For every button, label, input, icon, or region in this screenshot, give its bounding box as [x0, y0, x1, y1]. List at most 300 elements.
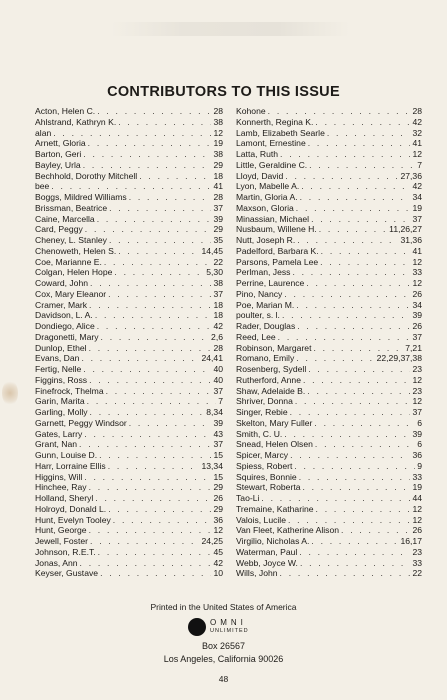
contributor-entry — [35, 568, 223, 579]
contributor-page: 19 — [412, 202, 422, 213]
contributor-page: 7 — [417, 159, 422, 170]
dot-leader — [83, 149, 211, 160]
contributor-entry — [35, 439, 223, 450]
contributor-name: Keyser, Gustave — [35, 568, 99, 579]
dot-leader — [309, 160, 415, 171]
contributor-name: Perlman, Jess — [236, 267, 291, 278]
contributor-entry — [35, 246, 223, 257]
contributor-entry — [236, 332, 422, 343]
contributor-page: 7 — [218, 396, 223, 407]
contributor-entry — [35, 203, 223, 214]
dot-leader — [297, 321, 410, 332]
dot-leader — [89, 300, 211, 311]
contributor-name: Figgins, Ross — [35, 374, 88, 385]
contributor-name: Squires, Bonnie — [236, 471, 297, 482]
dot-leader — [296, 203, 411, 214]
contributor-entry — [35, 128, 223, 139]
contributor-name: Davidson, L. A. — [35, 310, 93, 321]
paper-stain — [2, 380, 18, 406]
contributor-entry — [236, 257, 422, 268]
dot-leader — [129, 418, 212, 429]
contributor-name: Shriver, Donna — [236, 396, 293, 407]
dot-leader — [84, 472, 211, 483]
contributor-page: 12 — [412, 256, 422, 267]
contributor-page: 37 — [213, 288, 223, 299]
dot-leader — [261, 493, 410, 504]
dot-leader — [84, 429, 211, 440]
contributor-name: Little, Geraldine C. — [236, 159, 308, 170]
dot-leader — [87, 396, 217, 407]
contributor-name: Hinchee, Ray — [35, 482, 87, 493]
contributor-entry — [236, 214, 422, 225]
contributor-page: 42 — [213, 557, 223, 568]
contributor-name: Waterman, Paul — [236, 546, 298, 557]
contributor-entry — [236, 375, 422, 386]
contributor-entry — [35, 375, 223, 386]
contributor-page: 44 — [412, 493, 422, 503]
contributor-name: Parsons, Pamela Lee — [236, 256, 319, 267]
dot-leader — [118, 117, 211, 128]
dot-leader — [311, 214, 410, 225]
contributor-page: 18 — [213, 310, 223, 321]
contributor-page: 42 — [213, 321, 223, 331]
logo-dot-icon — [188, 618, 206, 636]
bleed-through-text — [110, 22, 350, 36]
contributor-entry — [35, 171, 223, 182]
contributor-page: 45 — [213, 546, 223, 557]
contributor-name: Bechhold, Dorothy Mitchell — [35, 170, 138, 181]
contributor-entry — [35, 515, 223, 526]
dot-leader — [308, 138, 411, 149]
contributor-page: 23 — [412, 385, 422, 396]
contributor-entry — [236, 386, 422, 397]
contributor-name: Snead, Helen Olsen — [236, 439, 313, 450]
dot-leader — [97, 321, 212, 332]
contributor-page: 5,30 — [206, 267, 223, 278]
dot-leader — [327, 128, 411, 139]
contributor-name: alan — [35, 127, 52, 138]
contributor-page: 14,45 — [201, 245, 223, 256]
dot-leader — [315, 439, 415, 450]
contributor-name: Minassian, Michael — [236, 213, 310, 224]
contributor-name: Garnett, Peggy Windsor — [35, 417, 127, 428]
contributor-name: Dondiego, Alice — [35, 321, 95, 331]
dot-leader — [308, 364, 410, 375]
contributor-entry — [236, 461, 422, 472]
dot-leader — [83, 364, 211, 375]
contributor-name: Padelford, Barbara K. — [236, 245, 319, 256]
page-number: 48 — [218, 674, 229, 684]
contributor-entry — [236, 429, 422, 440]
contributor-name: Rosenberg, Sydell — [236, 364, 307, 374]
dot-leader — [313, 343, 403, 354]
contributor-entry — [236, 418, 422, 429]
contributor-page: 10 — [213, 568, 223, 579]
contributor-name: Card, Peggy — [35, 224, 83, 235]
contributor-name: Arnett, Gloria — [35, 138, 86, 149]
contributor-entry — [236, 536, 422, 547]
dot-leader — [89, 375, 211, 386]
contributor-page: 29 — [213, 482, 223, 493]
dot-leader — [294, 461, 415, 472]
contributor-page: 29 — [213, 503, 223, 514]
contributor-entry — [35, 192, 223, 203]
contributor-entry — [35, 321, 223, 332]
contributor-entry — [35, 106, 223, 117]
contributor-page: 36 — [412, 450, 422, 460]
contributor-name: Garling, Molly — [35, 407, 88, 417]
contributor-page: 28 — [213, 106, 223, 116]
contributor-page: 27,36 — [400, 170, 422, 181]
dot-leader — [284, 429, 410, 440]
contributor-page: 36 — [213, 514, 223, 525]
contributor-name: Pino, Nancy — [236, 288, 283, 299]
contributor-page: 33 — [412, 557, 422, 568]
contributor-page: 22 — [213, 256, 223, 267]
dot-leader — [284, 289, 410, 300]
contributor-entry — [236, 246, 422, 257]
contributor-name: Tremaine, Katharine — [236, 503, 314, 514]
logo-unlimited-text: UNLIMITED — [210, 628, 249, 634]
dot-leader — [108, 504, 211, 515]
contributor-page: 6 — [417, 439, 422, 450]
contributor-entry — [35, 472, 223, 483]
contributor-name: Nusbaum, Willene H. — [236, 224, 317, 235]
contributor-entry — [236, 149, 422, 160]
dot-leader — [299, 472, 411, 483]
contributor-entry — [35, 547, 223, 558]
contributor-entry — [35, 181, 223, 192]
dot-leader — [282, 310, 410, 321]
contributor-entry — [236, 278, 422, 289]
contributor-page: 37 — [412, 407, 422, 417]
contributor-entry — [35, 117, 223, 128]
contributor-name: Colgan, Helen Hope — [35, 267, 113, 278]
contributor-page: 37 — [412, 213, 422, 224]
contributor-page: 34 — [412, 192, 422, 202]
contributor-entry — [236, 224, 422, 235]
contributor-page: 40 — [213, 374, 223, 385]
dot-leader — [290, 450, 410, 461]
dot-leader — [302, 482, 410, 493]
contributor-entry — [236, 160, 422, 171]
contributor-page: 12 — [412, 503, 422, 514]
contributor-name: Lamont, Ernestine — [236, 138, 306, 149]
contributor-page: 39 — [213, 417, 223, 428]
dot-leader — [268, 106, 411, 117]
dot-leader — [88, 138, 212, 149]
contributor-page: 2,6 — [211, 331, 223, 342]
dot-leader — [307, 386, 410, 397]
dot-leader — [104, 257, 212, 268]
dot-leader — [81, 353, 199, 364]
contributor-page: 39 — [412, 310, 422, 321]
contributor-name: Cramer, Mark — [35, 299, 88, 310]
contributor-name: Smith, C. U. — [236, 428, 283, 439]
contributor-page: 26 — [213, 493, 223, 503]
dot-leader — [89, 525, 212, 536]
dot-leader — [301, 181, 410, 192]
dot-leader — [97, 214, 212, 225]
contributor-entry — [35, 418, 223, 429]
contributor-entry — [236, 568, 422, 579]
dot-leader — [106, 386, 212, 397]
dot-leader — [109, 203, 211, 214]
contributor-page: 7,21 — [405, 342, 422, 353]
contributor-name: Van Fleet, Katherine Alison — [236, 525, 340, 536]
dot-leader — [89, 482, 212, 493]
contributor-name: Bayley, Urla — [35, 159, 81, 170]
contributors-right-column — [236, 106, 422, 579]
contributor-entry — [35, 257, 223, 268]
dot-leader — [85, 224, 212, 235]
dot-leader — [280, 568, 411, 579]
dot-leader — [306, 278, 410, 289]
dot-leader — [296, 300, 410, 311]
contributor-name: Wills, John — [236, 568, 278, 579]
contributor-entry — [236, 300, 422, 311]
dot-leader — [97, 106, 211, 117]
contributor-page: 12 — [412, 514, 422, 525]
contributor-entry — [236, 128, 422, 139]
dot-leader — [296, 353, 374, 364]
contributor-name: Kohone — [236, 106, 266, 116]
contributor-name: Lyon, Mabelle A. — [236, 181, 300, 192]
contributor-page: 22,29,37,38 — [376, 353, 422, 364]
contributor-page: 15 — [213, 450, 223, 460]
contributor-page: 19 — [213, 138, 223, 149]
contributor-page: 12 — [412, 149, 422, 159]
contributor-name: Dragonetti, Mary — [35, 331, 99, 342]
contributor-page: 12 — [412, 278, 422, 288]
dot-leader — [79, 439, 211, 450]
contributor-name: Grant, Nan — [35, 439, 78, 450]
contributor-entry — [35, 504, 223, 515]
dot-leader — [118, 246, 199, 257]
dot-leader — [278, 332, 411, 343]
contributor-page: 26 — [412, 288, 422, 299]
dot-leader — [113, 515, 212, 526]
dot-leader — [300, 558, 411, 569]
contributor-page: 19 — [412, 482, 422, 493]
contributor-entry — [236, 547, 422, 558]
contributor-page: 43 — [213, 428, 223, 439]
contributor-page: 37 — [213, 439, 223, 450]
dot-leader — [292, 267, 410, 278]
contributor-page: 28 — [412, 106, 422, 116]
dot-leader — [100, 568, 211, 579]
contributor-name: Cheney, L. Stanley — [35, 235, 107, 245]
contributor-entry — [236, 353, 422, 364]
contributor-name: Fertig, Nelle — [35, 364, 82, 374]
contributor-entry — [236, 407, 422, 418]
contributor-name: Valois, Lucile — [236, 514, 286, 525]
contributor-entry — [35, 461, 223, 472]
contributor-page: 28 — [213, 192, 223, 202]
contributor-page: 24,25 — [201, 536, 223, 546]
dot-leader — [98, 547, 212, 558]
contributor-entry — [35, 310, 223, 321]
dot-leader — [90, 278, 211, 289]
contributor-page: 12 — [213, 127, 223, 138]
dot-leader — [109, 235, 211, 246]
contributor-entry — [35, 364, 223, 375]
contributor-name: Coward, John — [35, 278, 89, 288]
contributor-page: 37 — [213, 385, 223, 396]
contributor-name: Acton, Helen C. — [35, 106, 96, 116]
contributor-page: 34 — [412, 299, 422, 310]
contributor-page: 16,17 — [400, 536, 422, 546]
contributor-page: 15 — [213, 471, 223, 482]
contributor-entry — [236, 493, 422, 504]
contributor-name: Johnson, R.E.T. — [35, 546, 96, 557]
contributor-entry — [35, 289, 223, 300]
dot-leader — [83, 160, 212, 171]
contributor-entry — [236, 171, 422, 182]
contributor-entry — [35, 267, 223, 278]
contributor-entry — [236, 558, 422, 569]
contributor-entry — [236, 472, 422, 483]
contributor-entry — [35, 493, 223, 504]
contributor-name: Dunlop, Ethel — [35, 342, 87, 353]
contributor-entry — [236, 138, 422, 149]
contributor-entry — [35, 138, 223, 149]
contributor-entry — [236, 525, 422, 536]
dot-leader — [319, 224, 387, 235]
contributor-page: 22 — [412, 568, 422, 579]
contributor-name: Hunt, Evelyn Tooley — [35, 514, 111, 525]
printed-in-notice: Printed in the United States of America — [150, 602, 297, 612]
contributor-name: Singer, Rebie — [236, 407, 288, 417]
contributor-entry — [35, 450, 223, 461]
contributor-entry — [35, 332, 223, 343]
contributor-name: Chenoweth, Helen S. — [35, 245, 117, 256]
contributor-page: 9 — [417, 460, 422, 471]
contributor-name: Evans, Dan — [35, 353, 80, 364]
contributor-page: 41 — [412, 138, 422, 149]
contributor-page: 38 — [213, 149, 223, 159]
contributor-page: 24,41 — [201, 353, 223, 364]
contributor-page: 39 — [412, 428, 422, 439]
contributor-name: Martin, Gloria A. — [236, 192, 298, 202]
contributor-page: 29 — [213, 159, 223, 170]
dot-leader — [90, 536, 199, 547]
contributor-name: Rader, Douglas — [236, 321, 296, 331]
contributor-name: Holland, Sheryl — [35, 493, 94, 503]
contributor-name: Brissman, Beatrice — [35, 202, 108, 213]
contributor-name: Stewart, Roberta — [236, 482, 301, 493]
dot-leader — [316, 504, 411, 515]
contributor-page: 26 — [412, 525, 422, 536]
contributor-name: Maxson, Gloria — [236, 202, 294, 213]
contributor-name: Jewell, Foster — [35, 536, 89, 546]
contributor-name: Spicer, Marcy — [236, 450, 289, 460]
contributor-entry — [236, 289, 422, 300]
contributor-page: 38 — [213, 116, 223, 127]
contributor-entry — [35, 149, 223, 160]
contributor-name: Latta, Ruth — [236, 149, 279, 159]
dot-leader — [315, 117, 410, 128]
dot-leader — [300, 192, 411, 203]
contributor-entry — [236, 321, 422, 332]
contributor-name: Lloyd, David — [236, 170, 284, 181]
contributor-name: Konnerth, Regina K. — [236, 116, 314, 127]
dot-leader — [89, 343, 212, 354]
contributor-name: Cox, Mary Eleanor — [35, 288, 107, 299]
dot-leader — [299, 547, 410, 558]
dot-leader — [285, 171, 398, 182]
contributor-name: Boggs, Mildred Williams — [35, 192, 127, 202]
contributor-name: Barton, Geri — [35, 149, 82, 159]
contributor-entry — [35, 160, 223, 171]
contributor-page: 39 — [213, 213, 223, 224]
contributor-name: Perrine, Laurence — [236, 278, 305, 288]
contributor-entry — [35, 482, 223, 493]
contributor-entry — [236, 106, 422, 117]
contributor-entry — [35, 558, 223, 569]
contributor-name: Poe, Marian M. — [236, 299, 295, 310]
contributor-name: Caine, Marcella — [35, 213, 95, 224]
contributor-entry — [236, 482, 422, 493]
contributor-page: 11,26,27 — [389, 224, 422, 235]
dot-leader — [320, 257, 410, 268]
contributor-page: 33 — [412, 267, 422, 278]
contributor-page: 23 — [412, 546, 422, 557]
contributor-name: Gunn, Louise D. — [35, 450, 98, 460]
contributor-name: Nutt, Joseph R. — [236, 235, 296, 245]
contributor-entry — [236, 343, 422, 354]
dot-leader — [280, 149, 410, 160]
contributors-left-column — [35, 106, 223, 579]
contributor-page: 18 — [213, 170, 223, 181]
dot-leader — [51, 181, 211, 192]
contributor-name: Coe, Marianne E. — [35, 256, 102, 267]
contributor-page: 12 — [412, 396, 422, 407]
contributor-name: Shaw, Adelaide B. — [236, 385, 306, 396]
dot-leader — [90, 407, 205, 418]
dot-leader — [129, 192, 212, 203]
dot-leader — [101, 332, 210, 343]
contributor-name: Gates, Larry — [35, 428, 83, 439]
contributor-name: Robinson, Margaret — [236, 342, 312, 353]
contributor-name: Reed, Lee — [236, 331, 276, 342]
contributor-page: 6 — [417, 417, 422, 428]
dot-leader — [341, 525, 410, 536]
contributor-entry — [35, 407, 223, 418]
contributor-entry — [35, 525, 223, 536]
contributor-entry — [35, 278, 223, 289]
dot-leader — [288, 515, 410, 526]
logo-omni-text: OMNI — [210, 618, 247, 627]
contributor-entry — [236, 192, 422, 203]
contributor-name: Skelton, Mary Fuller — [236, 417, 313, 428]
dot-leader — [290, 407, 411, 418]
contributor-entry — [236, 515, 422, 526]
dot-leader — [95, 310, 212, 321]
contributor-page: 42 — [412, 181, 422, 192]
contributor-name: Romano, Emily — [236, 353, 295, 364]
contributor-entry — [35, 536, 223, 547]
contributor-page: 37 — [412, 331, 422, 342]
contributor-entry — [236, 235, 422, 246]
dot-leader — [295, 396, 411, 407]
contributor-page: 31,36 — [400, 235, 422, 245]
contributor-entry — [236, 203, 422, 214]
contributor-page: 38 — [213, 278, 223, 288]
contributor-name: Spiess, Robert — [236, 460, 293, 471]
contributor-entry — [35, 429, 223, 440]
contributor-page: 29 — [213, 224, 223, 235]
